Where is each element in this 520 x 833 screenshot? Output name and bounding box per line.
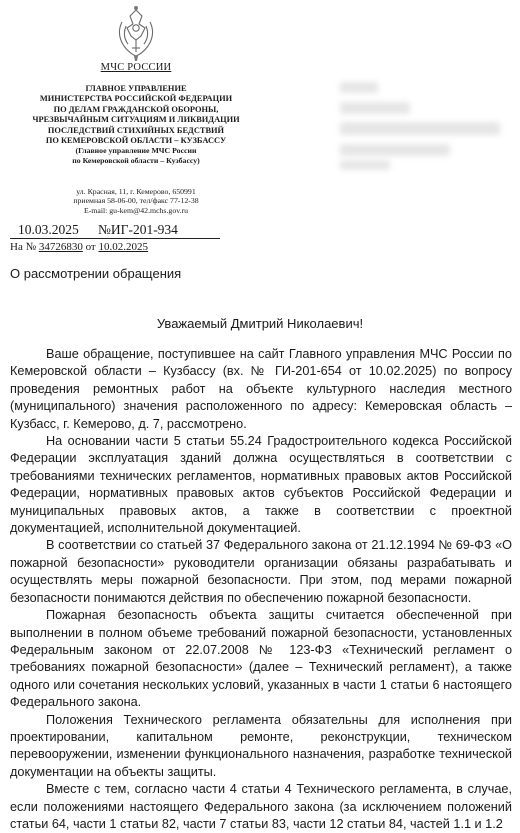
email-line: E-mail: gu-kem@42.mchs.gov.ru (83, 205, 189, 215)
registration-number-wrap (98, 222, 220, 239)
body-paragraph: На основании части 5 статьи 55.24 Градостроительного кодекса Российской Федерации эксплуатация зданий должна осуществляться в соответствии с требованиями технических регламентов, нормативных правовых актов Российской Федерации, нормативных правовых актов субъектов Российской Федерации и муниципальных правовых актов, а также в соответствии с проектной документацией, исполнительной документацией. (10, 434, 512, 536)
registration-number: ИГ-201-934 (110, 222, 178, 237)
address-line: ул. Красная, 11, г. Кемерово, 650991 (76, 186, 196, 196)
greeting: Уважаемый Дмитрий Николаевич! (156, 316, 364, 331)
mchs-emblem-icon (112, 4, 160, 62)
redacted-recipient-line (340, 102, 410, 114)
registration-line (10, 222, 220, 239)
body-paragraph: Вместе с тем, согласно части 4 статьи 4 Технического регламента, в случае, если положениями настоящего Федерального закона (за исключением положений статьи 64, части 1 статьи 82, части 7 статьи 83, части 12 статьи 84, частей 1.1 и 1.2 (10, 782, 512, 831)
letter-subject: О рассмотрении обращения (10, 266, 182, 281)
redacted-recipient-line (340, 160, 390, 170)
number-sign: № (98, 222, 111, 237)
ref-number: 34726830 (38, 241, 83, 253)
body-paragraph: Положения Технического регламента обязательны для исполнения при проектировании, капитальном ремонте, реконструкции, техническом перевооружении, изменении функционального назначения, разработке технической документации на объекты защиты. (10, 712, 512, 779)
redacted-recipient-line (340, 144, 450, 156)
address-block (20, 187, 252, 216)
redacted-recipient-line (340, 82, 378, 93)
body-paragraph: В соответствии со статьей 37 Федерального закона от 21.12.1994 № 69-ФЗ «О пожарной безопасности» руководители организации обязаны разрабатывать и осуществлять меры пожарной безопасности. При этом, под мерами пожарной безопасности понимаются действия по обеспечению пожарной безопасности. (10, 538, 512, 605)
short-name-line: по Кемеровской области – Кузбассу) (72, 156, 200, 166)
gu-line: ЧРЕЗВЫЧАЙНЫМ СИТУАЦИЯМ И ЛИКВИДАЦИИ (32, 115, 240, 125)
letter-body (10, 346, 512, 833)
org-name: МЧС РОССИИ (100, 62, 172, 73)
gu-line: ГЛАВНОЕ УПРАВЛЕНИЕ (85, 84, 187, 93)
body-paragraph: Ваше обращение, поступившее на сайт Главного управления МЧС России по Кемеровской области – Кузбассу (вх. № ГИ-201-654 от 10.02.2025) по вопросу проведения ремонтных работ на объекте культурного наследия местного (муниципального) значения расположенного по адресу: Кемеровская область – Кузбасс, г. Кемерово, д. 7, рассмотрено. (10, 347, 512, 431)
ref-date: 10.02.2025 (98, 241, 148, 253)
letterhead (20, 62, 252, 215)
gu-line: МИНИСТЕРСТВА РОССИЙСКОЙ ФЕДЕРАЦИИ (39, 94, 233, 104)
gu-line: ПОСЛЕДСТВИЙ СТИХИЙНЫХ БЕДСТВИЙ (47, 125, 225, 135)
gu-line: ПО ДЕЛАМ ГРАЖДАНСКОЙ ОБОРОНЫ, (53, 104, 219, 114)
gu-line: ПО КЕМЕРОВСКОЙ ОБЛАСТИ – КУЗБАССУ (45, 136, 227, 146)
body-paragraph: Пожарная безопасность объекта защиты считается обеспеченной при выполнении в полном объеме требований пожарной безопасности, установленных Федеральным законом от 22.07.2008 № 123-ФЗ «Технический регламент о требованиях пожарной безопасности» (далее – Технический регламент), а также одного или сочетания нескольких условий, указанных в части 1 статьи 6 настоящего Федерального закона. (10, 608, 512, 710)
short-name-line: (Главное управление МЧС России (75, 146, 197, 156)
gu-name-block (20, 84, 252, 166)
phone-line: приемная 58-06-00, тел/факс 77-12-38 (73, 196, 199, 206)
redacted-recipient-line (340, 122, 500, 135)
registration-date: 10.03.2025 (10, 222, 98, 239)
ref-prefix: На № (10, 241, 37, 253)
ref-from: от (85, 241, 96, 253)
reference-line (10, 241, 148, 253)
